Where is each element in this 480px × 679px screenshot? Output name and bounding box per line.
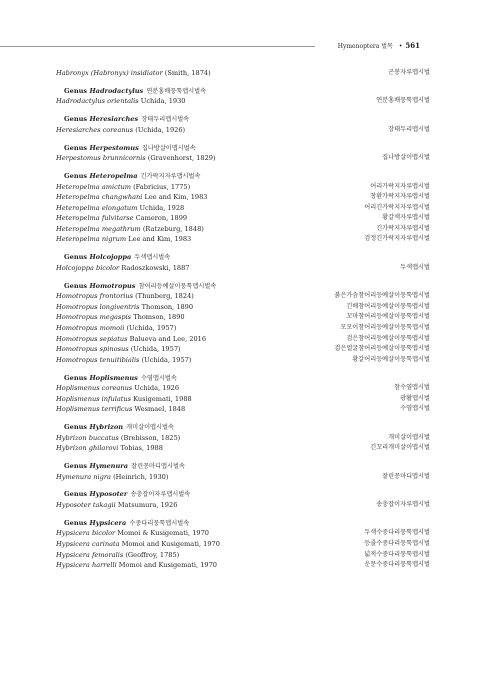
species-author: Kusigemati, 1988 (133, 394, 192, 403)
species-row (56, 125, 430, 136)
species-author: Uchida, 1928 (139, 203, 185, 212)
species-row (56, 96, 430, 107)
species-author: (Uchida, 1957) (141, 355, 192, 364)
genus-label: Genus Heresiarches (64, 115, 139, 124)
genus-label: Genus Hybrizon (64, 423, 124, 432)
species-row (56, 291, 430, 302)
species-row (56, 500, 430, 511)
genus-label: Genus Hadrodactylus (64, 86, 144, 95)
species-korean-name: 모모이참어리등예살이뭉툭맵시벌 (340, 324, 430, 331)
species-name: Hadrodactylus orientalis (56, 97, 139, 106)
species-korean-name: 검은얼굴참어리등예살이뭉툭맵시벌 (334, 345, 430, 353)
genus-label: Genus Hypsicera (64, 518, 127, 527)
species-name: Habronyx (Habronyx) insidiator (56, 69, 163, 77)
genus-name: Hypsicera (89, 518, 127, 527)
species-name: Hypsicera femoralis (56, 550, 124, 559)
header-separator: • (398, 43, 403, 50)
species-name: Heteropelma fulvitarse (56, 214, 134, 223)
species-name: Heteropelma nigrum (56, 235, 127, 244)
species-name: Heresiarches coreanus (56, 125, 134, 134)
genus-name: Heteropelma (89, 171, 138, 180)
species-name: Homotropus sepiatus (56, 334, 128, 343)
species-korean-name: 잘린꽁마디맵시벌 (382, 472, 430, 480)
species-author: Momoi & Kusigemati, 1970 (117, 529, 209, 538)
genus-label: Genus Hoplismenus (64, 373, 138, 382)
species-korean-name: 개미살이맵시벌 (388, 433, 430, 441)
species-row (56, 234, 430, 245)
species-name: Hoplismenus terrificus (56, 405, 133, 414)
genus-korean-name: 개미살이맵시벌속 (126, 424, 174, 432)
genus-heading (56, 114, 430, 125)
species-name: Hoplismenus infulatus (56, 394, 132, 403)
genus-korean-name: 참어리등예살이뭉툭맵시벌속 (138, 282, 217, 290)
species-author: Uchida, 1930 (140, 97, 186, 106)
genus-group (56, 281, 430, 366)
species-korean-name: 참수염맵시벌 (394, 384, 430, 392)
species-row (56, 560, 430, 571)
genus-name: Heresiarches (89, 115, 139, 124)
species-row (56, 302, 430, 313)
species-korean-name: 집나방살이맵시벌 (382, 154, 430, 162)
species-row (56, 472, 430, 483)
species-author: (Heinrich, 1930) (113, 472, 169, 481)
species-row (56, 550, 430, 561)
genus-label: Genus Homotropus (64, 281, 136, 290)
species-author: (Thunberg, 1824) (135, 292, 194, 301)
species-author: Thomson, 1890 (141, 302, 194, 311)
species-row (56, 394, 430, 405)
page-number: 561 (405, 41, 420, 50)
species-korean-name: 수염맵시벌 (400, 405, 430, 413)
genus-korean-name: 수중다리뭉툭맵시벌속 (129, 519, 190, 527)
species-name: Heteropelma elongatum (56, 203, 138, 212)
species-author: Uchida, 1926 (134, 384, 180, 393)
genus-group (56, 422, 430, 454)
species-korean-name: 긴가락지자루맵시벌 (376, 224, 430, 232)
genus-label: Genus Hymenura (64, 462, 129, 471)
species-korean-name: 두색맵시벌 (400, 263, 430, 271)
species-author: Matsumura, 1926 (117, 501, 178, 510)
species-korean-name: 긴배참어리등예살이뭉툭맵시벌 (346, 302, 430, 310)
genus-korean-name: 두색맵시벌속 (134, 254, 171, 262)
genus-heading (56, 489, 430, 500)
species-row (56, 404, 430, 415)
species-row (56, 68, 430, 79)
species-row (56, 182, 430, 193)
species-row (56, 203, 430, 214)
genus-korean-name: 집나방살이맵시벌속 (141, 144, 196, 152)
genus-korean-name: 잘린꽁마디맵시벌속 (131, 463, 185, 471)
species-author: Lee and Kim, 1983 (144, 193, 208, 202)
species-name: Hybrizon buccatus (56, 433, 119, 442)
species-author: (Uchida, 1957) (130, 345, 181, 354)
species-author: (Uchida, 1957) (126, 324, 177, 332)
species-name: Homotropus megaspis (56, 313, 132, 322)
species-author: Momoi and Kusigemati, 1970 (118, 561, 217, 570)
genus-name: Hymenura (89, 462, 129, 471)
species-name: Hybrizon ghilarovi (56, 444, 119, 453)
species-row (56, 312, 430, 323)
genus-group (56, 518, 430, 571)
species-name: Homotropus tenuitibialis (56, 355, 140, 364)
species-author: Lee and Kim, 1983 (128, 235, 192, 244)
species-korean-name: 황갈색자루맵시벌 (382, 214, 430, 222)
genus-group (56, 489, 430, 510)
genus-group (56, 373, 430, 415)
genus-group (56, 143, 430, 164)
species-name: Hypsicera bicolor (56, 529, 116, 538)
species-row (56, 443, 430, 454)
genus-group (56, 114, 430, 135)
genus-group (56, 461, 430, 482)
genus-heading (56, 86, 430, 97)
species-name: Homotropus frontorius (56, 292, 133, 301)
species-author: (Ratzeburg, 1848) (142, 224, 204, 233)
genus-group (56, 86, 430, 107)
species-row (56, 192, 430, 203)
species-author: Thomson, 1890 (133, 313, 185, 322)
species-name: Homotropus spinosus (56, 345, 129, 354)
genus-heading (56, 373, 430, 384)
header-section-title: Hymenoptera 벌목 (337, 43, 393, 50)
genus-label: Genus Herpestomus (64, 143, 139, 152)
genus-list (56, 86, 430, 571)
genus-name: Homotropus (89, 281, 136, 290)
species-korean-name: 꼬마참어리등예살이뭉툭맵시벌 (346, 313, 430, 321)
species-author: (Smith, 1874) (164, 69, 211, 77)
species-korean-name: 어리긴가락지자루맵시벌 (364, 203, 430, 211)
species-row (56, 213, 430, 224)
species-korean-name: 넓적수중다리뭉툭맵시벌 (364, 550, 430, 558)
genus-name: Hadrodactylus (89, 86, 144, 95)
genus-group (56, 171, 430, 245)
species-name: Homotropus longiventris (56, 302, 140, 311)
genus-name: Holcojoppa (89, 253, 132, 262)
species-korean-name: 연분홍배뭉툭맵시벌 (376, 97, 430, 105)
genus-name: Hyposoter (89, 490, 128, 499)
species-author: Radoszkowski, 1887 (121, 263, 190, 272)
species-korean-name: 등줄수중다리뭉툭맵시벌 (364, 540, 430, 548)
genus-heading (56, 518, 430, 529)
species-name: Hypsicera harrelli (56, 561, 117, 570)
genus-heading (56, 143, 430, 154)
species-row (56, 323, 430, 334)
species-row (56, 334, 430, 345)
species-korean-name: 운문수중다리뭉툭맵시벌 (364, 561, 430, 569)
genus-heading (56, 171, 430, 182)
species-korean-name: 곤봉자루맵시벌 (388, 69, 430, 76)
species-author: Wesmael, 1848 (134, 405, 186, 414)
species-author: (Gravenhorst, 1829) (147, 154, 216, 163)
species-name: Hypsicera carinata (56, 540, 120, 549)
genus-name: Hoplismenus (89, 373, 138, 382)
genus-label: Genus Hyposoter (64, 490, 128, 499)
species-name: Hymenura nigra (56, 472, 111, 481)
species-name: Heteropelma megathrum (56, 224, 141, 233)
species-row (56, 433, 430, 444)
species-korean-name: 어리가락지자루맵시벌 (370, 182, 430, 190)
species-name: Homotropus momoii (56, 324, 125, 332)
species-korean-name: 두색수중다리뭉툭맵시벌 (364, 529, 430, 537)
genus-korean-name: 연분홍배뭉툭맵시벌속 (146, 87, 207, 95)
species-row (56, 263, 430, 274)
species-name: Heteropelma amictum (56, 182, 131, 191)
species-author: Momoi and Kusigemati, 1970 (121, 540, 220, 549)
genus-heading (56, 422, 430, 433)
species-author: Tobias, 1988 (120, 444, 163, 453)
species-row (56, 539, 430, 550)
species-author: Balueva and Lee, 2016 (129, 334, 207, 343)
species-author: (Brebisson, 1825) (120, 433, 181, 442)
genus-korean-name: 긴가락지자루맵시벌속 (140, 172, 201, 180)
species-korean-name: 황갈어리등예살이뭉툭맵시벌 (352, 355, 430, 363)
species-korean-name: 붉은가슴참어리등예살이뭉툭맵시벌 (334, 292, 430, 300)
species-korean-name: 검정긴가락지자루맵시벌 (364, 235, 430, 243)
species-author: (Fabricius, 1775) (133, 182, 191, 191)
header-rule (0, 46, 315, 47)
species-korean-name: 검은참어리등예살이뭉툭맵시벌 (346, 334, 430, 342)
species-name: Heteropelma changwhani (56, 193, 143, 202)
header-text (338, 41, 420, 50)
species-row (56, 224, 430, 235)
genus-korean-name: 송충잡이자루맵시벌속 (130, 491, 191, 499)
genus-heading (56, 281, 430, 292)
species-row (56, 344, 430, 355)
species-row (56, 383, 430, 394)
species-list (56, 68, 430, 571)
species-row (56, 355, 430, 366)
species-row (56, 153, 430, 164)
genus-label: Genus Heteropelma (64, 171, 138, 180)
species-row (56, 528, 430, 539)
species-korean-name: 광활맵시벌 (400, 394, 430, 402)
genus-name: Herpestomus (89, 143, 139, 152)
genus-korean-name: 수염맵시벌속 (140, 374, 177, 382)
species-author: (Uchida, 1926) (135, 125, 186, 134)
running-header (0, 40, 480, 52)
genus-label: Genus Holcojoppa (64, 253, 132, 262)
species-name: Herpestomus brunnicornis (56, 154, 146, 163)
species-author: Cameron, 1899 (135, 214, 188, 223)
species-name: Hyposoter takagii (56, 501, 116, 510)
genus-heading (56, 461, 430, 472)
genus-heading (56, 252, 430, 263)
species-korean-name: 송충잡이자루맵시벌 (376, 501, 430, 509)
species-korean-name: 긴꼬리개미살이맵시벌 (370, 444, 430, 452)
species-author: (Geoffroy, 1785) (125, 550, 180, 559)
species-korean-name: 창환가락지자루맵시벌 (370, 193, 430, 201)
genus-korean-name: 장태두리맵시벌속 (141, 116, 190, 124)
species-name: Holcojoppa bicolor (56, 263, 120, 272)
genus-group (56, 252, 430, 273)
genus-name: Hybrizon (89, 423, 124, 432)
species-korean-name: 장태두리맵시벌 (388, 125, 430, 133)
species-name: Hoplismenus coreanus (56, 384, 133, 393)
